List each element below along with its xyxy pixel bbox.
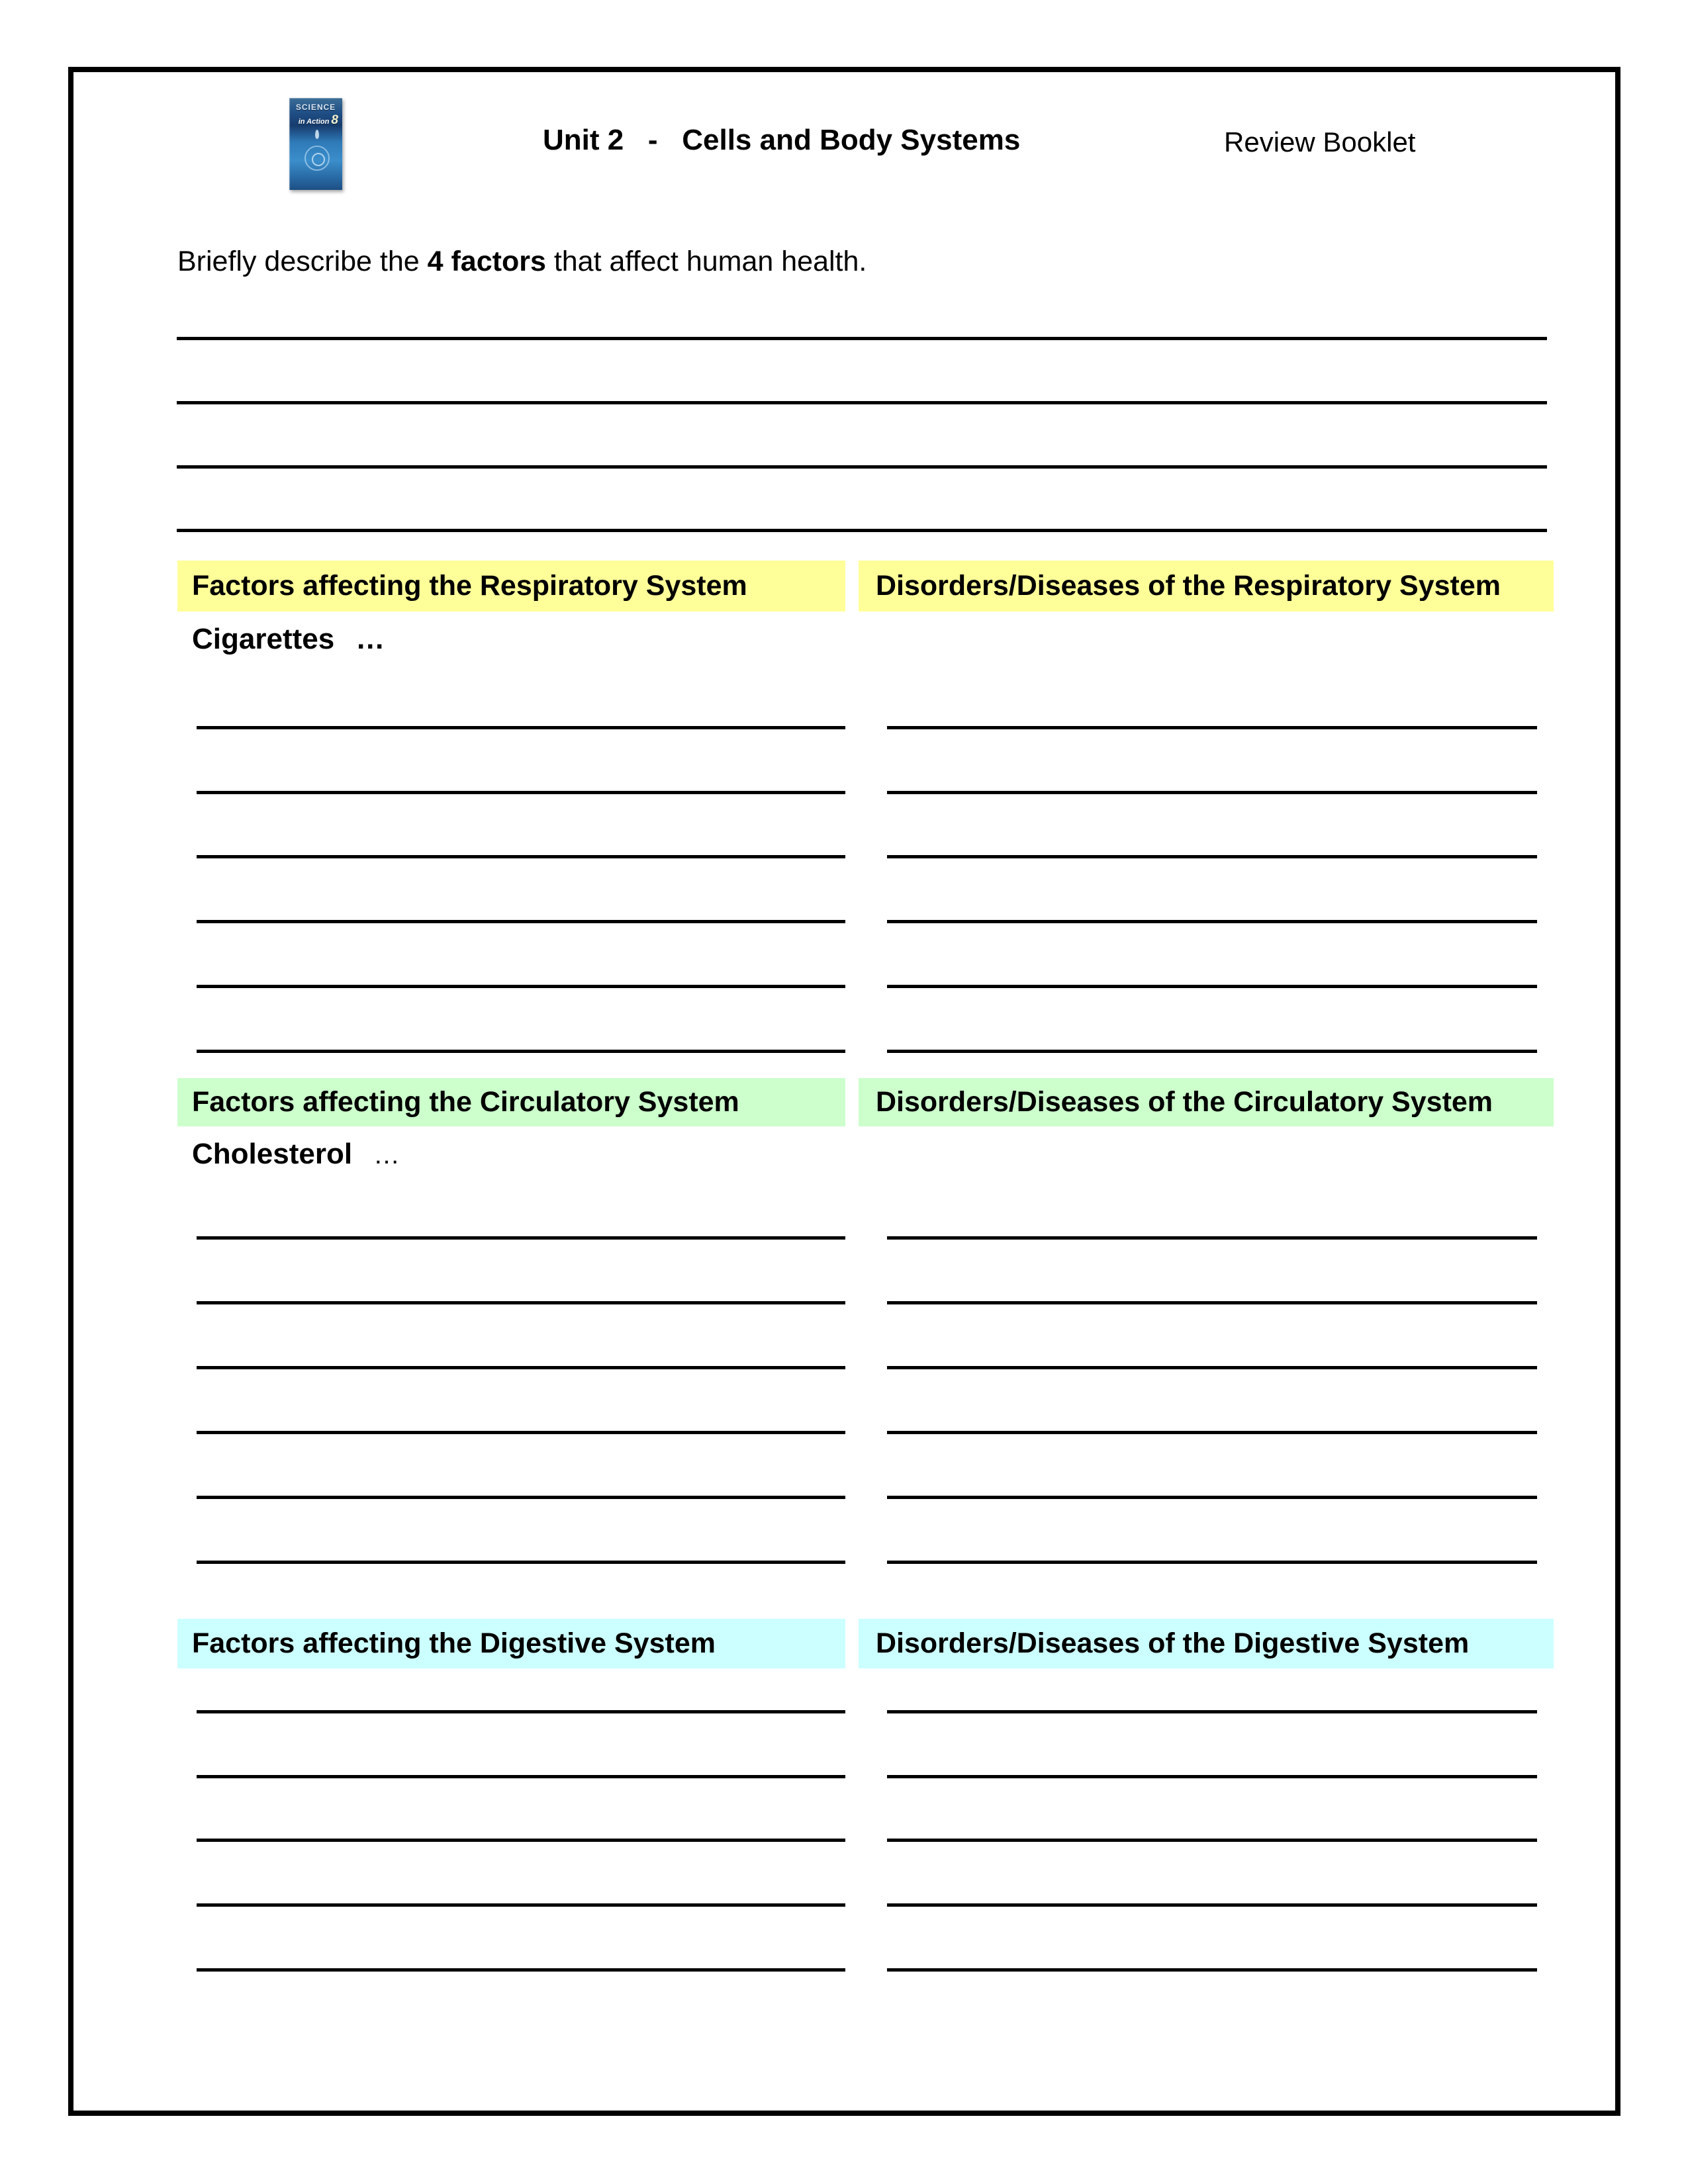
- blank-line: [177, 401, 1547, 404]
- question-prefix: Briefly describe the: [177, 246, 428, 277]
- page-title: Unit 2 - Cells and Body Systems: [543, 124, 1021, 156]
- blank-line: [887, 1839, 1537, 1842]
- blank-line: [197, 1496, 845, 1499]
- intro-cholesterol-word: Cholesterol: [192, 1138, 353, 1170]
- blank-line: [887, 1968, 1537, 1972]
- blank-line: [887, 985, 1537, 988]
- blank-line: [887, 1710, 1537, 1713]
- book-cover-title: SCIENCE: [295, 103, 336, 112]
- section-circulatory-right-header: Disorders/Diseases of the Circulatory System: [859, 1078, 1554, 1126]
- question-bold-phrase: 4 factors: [427, 246, 546, 277]
- blank-line: [197, 985, 845, 988]
- water-drop-graphic: [305, 146, 330, 171]
- section-respiratory-left-header: Factors affecting the Respiratory System: [177, 561, 845, 612]
- blank-line: [887, 1431, 1537, 1434]
- blank-line: [197, 726, 845, 729]
- intro-cigarettes: [192, 621, 385, 658]
- section-digestive-right-header: Disorders/Diseases of the Digestive System: [859, 1619, 1554, 1668]
- book-cover-number: 8: [331, 113, 338, 127]
- blank-line: [887, 791, 1537, 794]
- blank-line: [887, 1366, 1537, 1369]
- textbook-cover-image: [289, 98, 342, 190]
- section-circulatory-left-header: Factors affecting the Circulatory System: [177, 1078, 845, 1126]
- blank-line: [887, 920, 1537, 923]
- blank-line: [887, 855, 1537, 858]
- blank-line: [177, 529, 1547, 532]
- blank-line: [197, 1050, 845, 1053]
- intro-cigarettes-word: Cigarettes: [192, 623, 335, 655]
- blank-line: [197, 920, 845, 923]
- blank-line: [887, 1050, 1537, 1053]
- blank-line: [197, 1431, 845, 1434]
- blank-line: [197, 1301, 845, 1304]
- intro-cigarettes-ellipsis: …: [355, 623, 385, 655]
- blank-line: [197, 1775, 845, 1778]
- intro-cholesterol-ellipsis: …: [373, 1140, 400, 1169]
- blank-line: [887, 1236, 1537, 1240]
- blank-line: [197, 1366, 845, 1369]
- blank-line: [887, 726, 1537, 729]
- question-suffix: that affect human health.: [545, 246, 867, 277]
- blank-line: [177, 465, 1547, 469]
- blank-line: [887, 1496, 1537, 1499]
- book-cover-subtitle: [289, 113, 342, 128]
- blank-line: [887, 1903, 1537, 1907]
- blank-line: [197, 855, 845, 858]
- blank-line: [197, 791, 845, 794]
- blank-line: [887, 1775, 1537, 1778]
- blank-line: [197, 1236, 845, 1240]
- blank-line: [887, 1561, 1537, 1564]
- blank-line: [197, 1839, 845, 1842]
- book-cover-subtitle-text: in Action: [298, 118, 330, 126]
- blank-line: [887, 1301, 1537, 1304]
- blank-line: [197, 1903, 845, 1907]
- blank-line: [197, 1968, 845, 1972]
- booklet-label: Review Booklet: [1224, 126, 1416, 158]
- blank-line: [197, 1710, 845, 1713]
- section-digestive-left-header: Factors affecting the Digestive System: [177, 1619, 845, 1668]
- intro-cholesterol: [192, 1136, 400, 1173]
- blank-line: [197, 1561, 845, 1564]
- section-respiratory-right-header: Disorders/Diseases of the Respiratory System: [859, 561, 1554, 612]
- question-text: [177, 244, 867, 279]
- blank-line: [177, 337, 1547, 340]
